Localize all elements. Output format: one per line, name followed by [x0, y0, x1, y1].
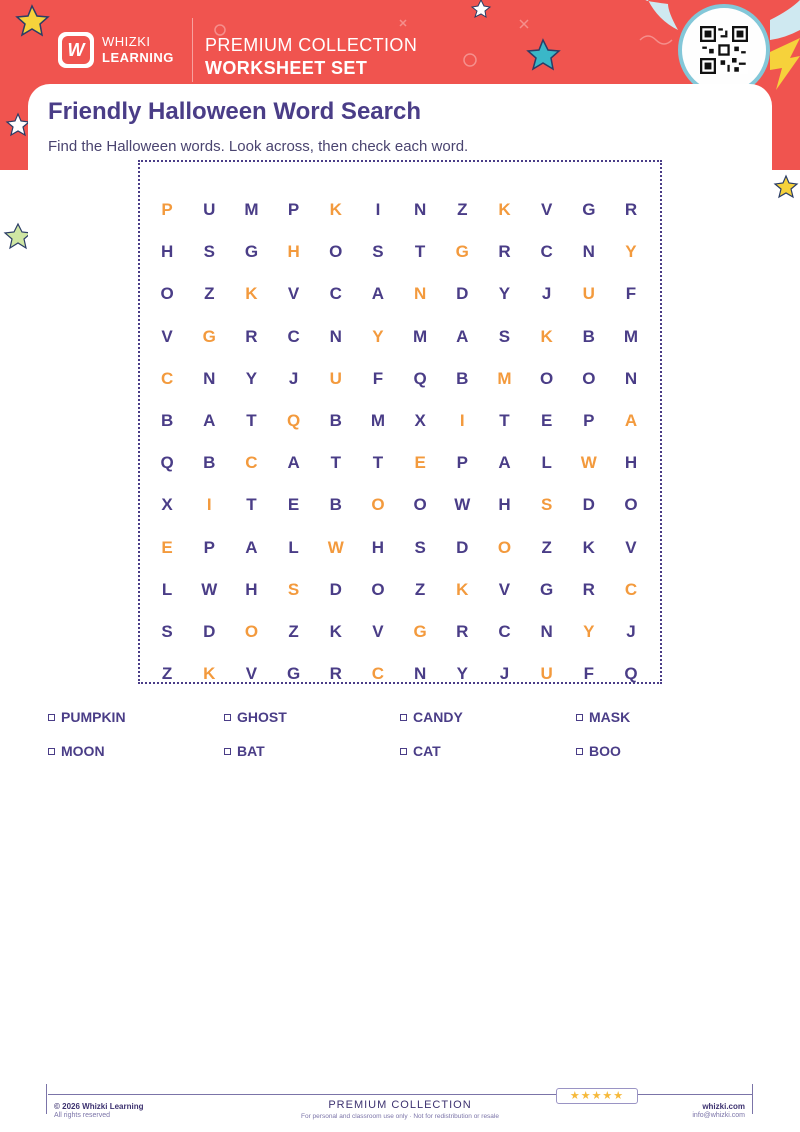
- word-item[interactable]: [48, 742, 224, 760]
- checkbox-icon[interactable]: [400, 714, 407, 721]
- rating-stars: ★★★★★: [556, 1088, 638, 1104]
- grid-letter[interactable]: K: [456, 579, 469, 599]
- footer: [0, 1084, 800, 1132]
- grid-letter[interactable]: T: [414, 242, 426, 262]
- grid-letter[interactable]: B: [329, 495, 342, 515]
- grid-letter[interactable]: K: [329, 200, 342, 220]
- grid-letter[interactable]: B: [203, 453, 216, 473]
- grid-letter[interactable]: R: [582, 579, 595, 599]
- word-item[interactable]: [224, 708, 400, 726]
- word-item[interactable]: [224, 742, 400, 760]
- footer-collection: PREMIUM COLLECTION: [328, 1099, 472, 1111]
- grid-letter[interactable]: O: [244, 621, 259, 641]
- checkbox-icon[interactable]: [400, 748, 407, 755]
- grid-letter[interactable]: Z: [161, 664, 173, 684]
- grid-letter[interactable]: A: [456, 326, 469, 346]
- grid-letter[interactable]: J: [626, 621, 636, 641]
- star-icon: [775, 176, 797, 197]
- grid-letter[interactable]: E: [287, 495, 300, 515]
- grid-letter[interactable]: A: [371, 284, 385, 304]
- checkbox-icon[interactable]: [48, 748, 55, 755]
- grid-letter[interactable]: O: [497, 537, 512, 557]
- grid-row: [146, 231, 652, 273]
- grid-letter[interactable]: C: [245, 453, 258, 473]
- grid-letter[interactable]: N: [540, 621, 553, 641]
- grid-letter[interactable]: Q: [624, 664, 638, 684]
- footer-note: For personal and classroom use only · Not for redistribution or resale: [301, 1113, 499, 1120]
- grid-letter[interactable]: N: [413, 200, 427, 220]
- star-icon: [17, 6, 48, 35]
- grid-letter[interactable]: O: [371, 495, 385, 515]
- grid-letter[interactable]: T: [499, 411, 510, 431]
- grid-letter[interactable]: I: [206, 495, 212, 515]
- grid-letter[interactable]: B: [456, 368, 469, 388]
- grid-letter[interactable]: O: [413, 495, 427, 515]
- grid-letter[interactable]: Y: [583, 621, 595, 641]
- footer-copyright: © 2026 Whizki Learning: [54, 1102, 144, 1111]
- grid-letter[interactable]: C: [540, 242, 553, 262]
- grid-letter[interactable]: N: [329, 326, 342, 346]
- grid-letter[interactable]: H: [160, 242, 174, 262]
- grid-letter[interactable]: S: [414, 537, 426, 557]
- grid-letter[interactable]: T: [372, 453, 384, 473]
- grid-letter[interactable]: Z: [414, 579, 426, 599]
- grid-letter[interactable]: L: [541, 453, 552, 473]
- collection-label: [205, 34, 417, 80]
- grid-letter[interactable]: A: [245, 537, 258, 557]
- grid-letter[interactable]: A: [498, 453, 511, 473]
- grid-letter[interactable]: C: [287, 326, 300, 346]
- grid-letter[interactable]: G: [582, 200, 596, 220]
- grid-letter[interactable]: G: [244, 242, 259, 262]
- grid-letter[interactable]: U: [582, 284, 595, 304]
- grid-letter[interactable]: F: [625, 284, 637, 304]
- grid-letter[interactable]: G: [413, 621, 427, 641]
- grid-letter[interactable]: N: [582, 242, 595, 262]
- grid-letter[interactable]: W: [327, 537, 344, 557]
- grid-letter[interactable]: P: [287, 200, 300, 220]
- word-item[interactable]: [48, 708, 224, 726]
- grid-letter[interactable]: L: [161, 579, 173, 599]
- grid-letter[interactable]: E: [161, 537, 173, 557]
- checkbox-icon[interactable]: [48, 714, 55, 721]
- grid-letter[interactable]: Z: [288, 621, 299, 641]
- grid-letter[interactable]: B: [582, 326, 595, 346]
- grid-letter[interactable]: K: [245, 284, 258, 304]
- grid-letter[interactable]: D: [203, 621, 216, 641]
- grid-letter[interactable]: G: [286, 664, 301, 684]
- word-item[interactable]: [576, 742, 752, 760]
- grid-letter[interactable]: R: [245, 326, 258, 346]
- word-item[interactable]: [400, 708, 576, 726]
- grid-letter[interactable]: J: [541, 284, 552, 304]
- grid-letter[interactable]: R: [329, 664, 342, 684]
- word-list: [48, 708, 752, 760]
- grid-letter[interactable]: B: [329, 411, 342, 431]
- word-label: MASK: [589, 709, 631, 725]
- grid-letter[interactable]: A: [287, 453, 300, 473]
- footer-rule: [48, 1094, 752, 1095]
- grid-letter[interactable]: Y: [498, 284, 511, 304]
- grid-letter[interactable]: G: [540, 579, 554, 599]
- grid-letter[interactable]: K: [582, 537, 595, 557]
- grid-letter[interactable]: O: [371, 579, 385, 599]
- grid-letter[interactable]: H: [245, 579, 258, 599]
- grid-letter[interactable]: W: [580, 453, 597, 473]
- grid-letter[interactable]: T: [330, 453, 341, 473]
- grid-row: [146, 273, 652, 315]
- brand-name-line2: LEARNING: [102, 50, 174, 65]
- brand[interactable]: [48, 18, 193, 82]
- word-label: CANDY: [413, 709, 463, 725]
- grid-letter[interactable]: S: [161, 621, 173, 641]
- collection-line1: PREMIUM COLLECTION: [205, 35, 418, 55]
- grid-letter[interactable]: V: [245, 664, 258, 684]
- grid-letter[interactable]: S: [287, 579, 300, 599]
- grid-letter[interactable]: X: [161, 495, 173, 515]
- grid-row: [146, 400, 652, 442]
- grid-letter[interactable]: H: [371, 537, 385, 557]
- grid-letter[interactable]: T: [246, 495, 257, 515]
- grid-row: [146, 569, 652, 611]
- footer-rights: All rights reserved: [54, 1112, 111, 1119]
- grid-letter[interactable]: D: [329, 579, 342, 599]
- grid-letter[interactable]: C: [371, 664, 385, 684]
- grid-letter[interactable]: K: [498, 200, 511, 220]
- grid-letter[interactable]: H: [624, 453, 638, 473]
- grid-letter[interactable]: D: [582, 495, 595, 515]
- grid-letter[interactable]: M: [497, 368, 512, 388]
- word-label: PUMPKIN: [61, 709, 126, 725]
- grid-letter[interactable]: W: [201, 579, 218, 599]
- word-label: MOON: [61, 743, 105, 759]
- grid-letter[interactable]: P: [583, 411, 595, 431]
- grid-letter[interactable]: V: [372, 621, 384, 641]
- grid-letter[interactable]: O: [329, 242, 343, 262]
- grid-letter[interactable]: U: [540, 664, 553, 684]
- grid-letter[interactable]: Y: [625, 242, 637, 262]
- grid-letter[interactable]: N: [413, 664, 427, 684]
- footer-tick: [752, 1084, 753, 1114]
- page-title: Friendly Halloween Word Search: [48, 98, 421, 125]
- grid-letter[interactable]: M: [244, 200, 259, 220]
- grid-letter[interactable]: M: [413, 326, 428, 346]
- grid-letter[interactable]: F: [583, 664, 594, 684]
- grid-letter[interactable]: D: [456, 537, 469, 557]
- grid-letter[interactable]: U: [203, 200, 216, 220]
- grid-letter[interactable]: O: [624, 495, 638, 515]
- grid-letter[interactable]: H: [498, 495, 511, 515]
- grid-row: [146, 653, 652, 695]
- grid-letter[interactable]: M: [370, 411, 386, 431]
- grid-letter[interactable]: A: [624, 411, 638, 431]
- grid-letter[interactable]: R: [624, 200, 638, 220]
- footer-tick: [46, 1084, 47, 1114]
- brand-logo: W: [58, 32, 94, 68]
- grid-letter[interactable]: K: [329, 621, 342, 641]
- grid-letter[interactable]: S: [498, 326, 511, 346]
- checkbox-icon[interactable]: [224, 748, 231, 755]
- grid-letter[interactable]: Q: [160, 453, 174, 473]
- checkbox-icon[interactable]: [576, 714, 583, 721]
- grid-letter[interactable]: S: [372, 242, 384, 262]
- checkbox-icon[interactable]: [224, 714, 231, 721]
- grid-letter[interactable]: P: [161, 200, 173, 220]
- grid-letter[interactable]: F: [372, 368, 384, 388]
- grid-letter[interactable]: C: [329, 284, 342, 304]
- grid-letter[interactable]: N: [203, 368, 216, 388]
- grid-letter[interactable]: N: [624, 368, 638, 388]
- word-label: GHOST: [237, 709, 287, 725]
- grid-letter[interactable]: Y: [245, 368, 258, 388]
- grid-letter[interactable]: V: [498, 579, 511, 599]
- collection-line2: WORKSHEET SET: [205, 58, 368, 78]
- grid-letter[interactable]: M: [623, 326, 639, 346]
- grid-letter[interactable]: O: [540, 368, 554, 388]
- grid-letter[interactable]: J: [288, 368, 299, 388]
- qr-code-icon: [700, 26, 748, 74]
- grid-letter[interactable]: Y: [456, 664, 468, 684]
- grid-letter[interactable]: C: [624, 579, 638, 599]
- checkbox-icon[interactable]: [576, 748, 583, 755]
- grid-letter[interactable]: S: [203, 242, 215, 262]
- word-label: BAT: [237, 743, 265, 759]
- grid-letter[interactable]: Z: [541, 537, 552, 557]
- grid-letter[interactable]: K: [203, 664, 216, 684]
- grid-letter[interactable]: B: [160, 411, 174, 431]
- grid-letter[interactable]: L: [288, 537, 299, 557]
- grid-letter[interactable]: J: [499, 664, 510, 684]
- grid-letter[interactable]: Z: [457, 200, 468, 220]
- grid-letter[interactable]: V: [540, 200, 553, 220]
- grid-letter[interactable]: R: [456, 621, 469, 641]
- grid-letter[interactable]: U: [329, 368, 342, 388]
- footer-email-link[interactable]: info@whizki.com: [692, 1112, 745, 1119]
- grid-letter[interactable]: P: [203, 537, 215, 557]
- grid-letter[interactable]: Q: [413, 368, 427, 388]
- qr-code[interactable]: [678, 4, 770, 96]
- word-label: CAT: [413, 743, 441, 759]
- grid-letter[interactable]: I: [459, 411, 465, 431]
- brand-name-line1: WHIZKI: [102, 34, 151, 49]
- grid-row: [146, 484, 652, 526]
- grid-row: [146, 358, 652, 400]
- grid-row: [146, 611, 652, 653]
- grid-letter[interactable]: V: [287, 284, 300, 304]
- grid-letter[interactable]: Q: [286, 411, 301, 431]
- word-search-grid: [146, 189, 652, 695]
- grid-letter[interactable]: E: [540, 411, 553, 431]
- grid-letter[interactable]: V: [161, 326, 173, 346]
- grid-letter[interactable]: O: [582, 368, 596, 388]
- grid-letter[interactable]: X: [414, 411, 426, 431]
- grid-letter[interactable]: C: [498, 621, 511, 641]
- word-item[interactable]: [576, 708, 752, 726]
- grid-letter[interactable]: D: [456, 284, 469, 304]
- grid-letter[interactable]: E: [414, 453, 426, 473]
- footer-site-link[interactable]: whizki.com: [702, 1102, 745, 1111]
- grid-letter[interactable]: H: [287, 242, 300, 262]
- grid-letter[interactable]: K: [540, 326, 553, 346]
- grid-letter[interactable]: G: [202, 326, 216, 346]
- grid-letter[interactable]: C: [160, 368, 174, 388]
- grid-letter[interactable]: Z: [204, 284, 215, 304]
- grid-letter[interactable]: A: [203, 411, 216, 431]
- grid-letter[interactable]: G: [455, 242, 469, 262]
- grid-row: [146, 316, 652, 358]
- grid-letter[interactable]: V: [625, 537, 637, 557]
- grid-letter[interactable]: T: [246, 411, 257, 431]
- grid-letter[interactable]: O: [160, 284, 174, 304]
- word-label: BOO: [589, 743, 621, 759]
- grid-row: [146, 527, 652, 569]
- grid-letter[interactable]: I: [375, 200, 381, 220]
- grid-letter[interactable]: S: [540, 495, 553, 515]
- grid-letter[interactable]: P: [456, 453, 468, 473]
- grid-letter[interactable]: R: [498, 242, 511, 262]
- grid-row: [146, 189, 652, 231]
- grid-letter[interactable]: Y: [372, 326, 384, 346]
- word-item[interactable]: [400, 742, 576, 760]
- grid-row: [146, 442, 652, 484]
- grid-letter[interactable]: N: [413, 284, 427, 304]
- star-icon: [7, 114, 29, 135]
- grid-letter[interactable]: W: [454, 495, 471, 515]
- instructions: Find the Halloween words. Look across, then check each word.: [48, 138, 469, 155]
